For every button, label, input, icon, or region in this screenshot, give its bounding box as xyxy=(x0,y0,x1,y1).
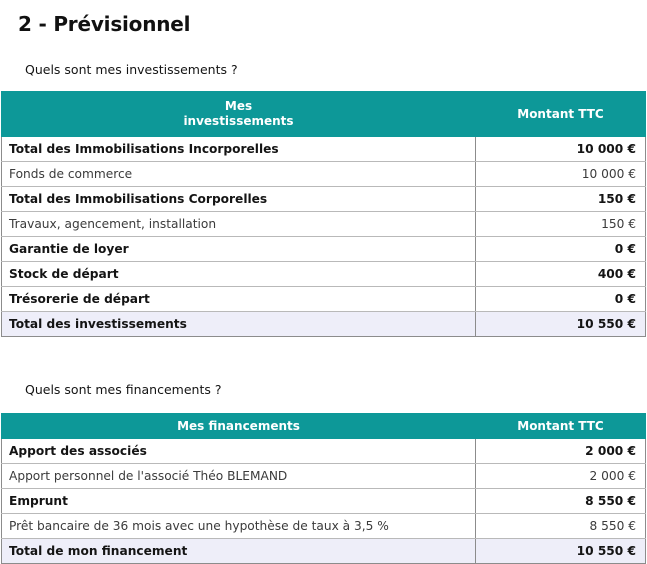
section-question-financements: Quels sont mes financements ? xyxy=(25,382,222,397)
table-header-row xyxy=(2,414,646,439)
table-row xyxy=(2,514,646,539)
financing-table-header xyxy=(2,414,646,439)
row-amount: 10 550 € xyxy=(476,539,646,564)
row-label: Travaux, agencement, installation xyxy=(2,212,476,237)
row-label: Fonds de commerce xyxy=(2,162,476,187)
table-row xyxy=(2,439,646,464)
table-row xyxy=(2,137,646,162)
table-row xyxy=(2,312,646,337)
row-amount: 10 000 € xyxy=(476,162,646,187)
page-title: 2 - Prévisionnel xyxy=(18,12,191,36)
row-label: Total des Immobilisations Incorporelles xyxy=(2,137,476,162)
row-label: Total de mon financement xyxy=(2,539,476,564)
financing-table-body xyxy=(2,439,646,564)
row-amount: 8 550 € xyxy=(476,489,646,514)
row-amount: 0 € xyxy=(476,287,646,312)
table-row xyxy=(2,489,646,514)
table-header-row xyxy=(2,92,646,137)
table-row xyxy=(2,287,646,312)
row-label: Total des investissements xyxy=(2,312,476,337)
table-row xyxy=(2,262,646,287)
row-amount: 0 € xyxy=(476,237,646,262)
financing-table xyxy=(1,413,646,564)
row-label: Apport des associés xyxy=(2,439,476,464)
table-row xyxy=(2,237,646,262)
row-amount: 10 550 € xyxy=(476,312,646,337)
row-amount: 150 € xyxy=(476,187,646,212)
row-label: Apport personnel de l'associé Théo BLEMAND xyxy=(2,464,476,489)
row-label: Prêt bancaire de 36 mois avec une hypothèse de taux à 3,5 % xyxy=(2,514,476,539)
row-label: Trésorerie de départ xyxy=(2,287,476,312)
row-label: Garantie de loyer xyxy=(2,237,476,262)
investments-table xyxy=(1,91,646,337)
investments-table-header xyxy=(2,92,646,137)
row-amount: 8 550 € xyxy=(476,514,646,539)
section-question-investissements: Quels sont mes investissements ? xyxy=(25,62,238,77)
row-label: Emprunt xyxy=(2,489,476,514)
column-header-amount: Montant TTC xyxy=(476,92,646,137)
table-row xyxy=(2,212,646,237)
table-row xyxy=(2,162,646,187)
row-amount: 150 € xyxy=(476,212,646,237)
row-amount: 2 000 € xyxy=(476,464,646,489)
row-amount: 10 000 € xyxy=(476,137,646,162)
row-amount: 2 000 € xyxy=(476,439,646,464)
column-header-amount: Montant TTC xyxy=(476,414,646,439)
table-row xyxy=(2,464,646,489)
column-header-label xyxy=(2,92,476,137)
column-header-label-line2: investissements xyxy=(183,114,294,128)
row-label: Total des Immobilisations Corporelles xyxy=(2,187,476,212)
column-header-label-line1: Mes xyxy=(224,99,253,113)
row-amount: 400 € xyxy=(476,262,646,287)
table-row xyxy=(2,187,646,212)
investments-table-body xyxy=(2,137,646,337)
row-label: Stock de départ xyxy=(2,262,476,287)
column-header-label: Mes financements xyxy=(2,414,476,439)
